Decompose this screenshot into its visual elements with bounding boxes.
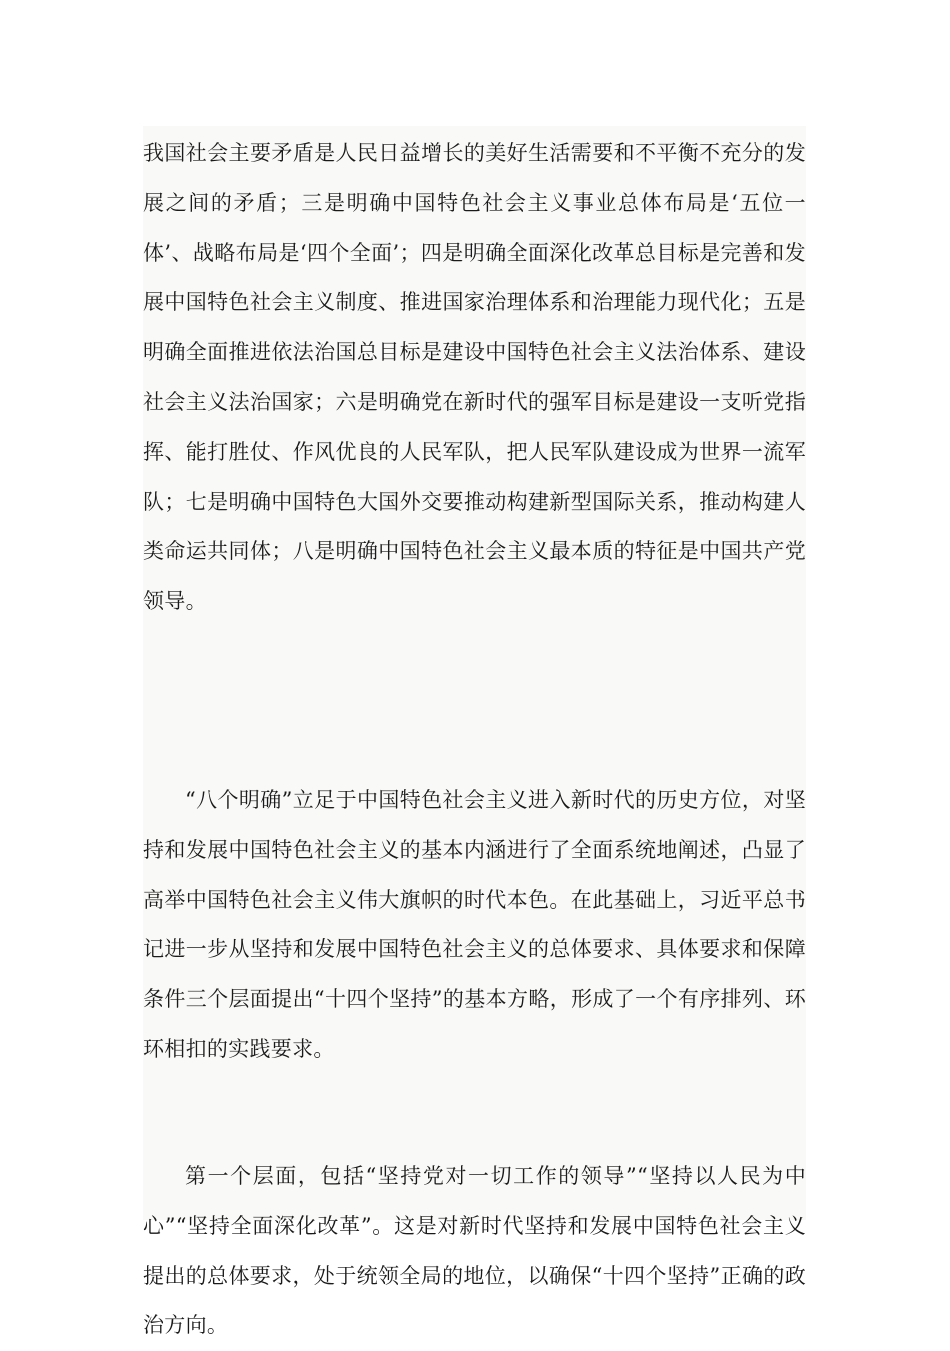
paragraph-2: “八个明确”立足于中国特色社会主义进入新时代的历史方位，对坚持和发展中国特色社会主义的基本内涵进行了全面系统地阐述，凸显了高举中国特色社会主义伟大旗帜的时代本色。在此基础上，习近平总书记进一步从坚持和发展中国特色社会主义的总体要求、具体要求和保障条件三个层面提出“十四个坚持”的基本方略，形成了一个有序排列、环环相扣的实践要求。 — [143, 788, 806, 1061]
paragraph-1: 我国社会主要矛盾是人民日益增长的美好生活需要和不平衡不充分的发展之间的矛盾；三是明确中国特色社会主义事业总体布局是‘五位一体’、战略布局是‘四个全面’；四是明确全面深化改革总目标是完善和发展中国特色社会主义制度、推进国家治理体系和治理能力现代化；五是明确全面推进依法治国总目标是建设中国特色社会主义法治体系、建设社会主义法治国家；六是明确党在新时代的强军目标是建设一支听党指挥、能打胜仗、作风优良的人民军队，把人民军队建设成为世界一流军队；七是明确中国特色大国外交要推动构建新型国际关系，推动构建人类命运共同体；八是明确中国特色社会主义最本质的特征是中国共产党领导。 — [143, 141, 806, 614]
text-block — [143, 126, 806, 1338]
paragraph-3: 第一个层面，包括“坚持党对一切工作的领导”“坚持以人民为中心”“坚持全面深化改革”。这是对新时代坚持和发展中国特色社会主义提出的总体要求，处于统领全局的地位，以确保“十四个坚持”正确的政治方向。 — [143, 1164, 806, 1338]
